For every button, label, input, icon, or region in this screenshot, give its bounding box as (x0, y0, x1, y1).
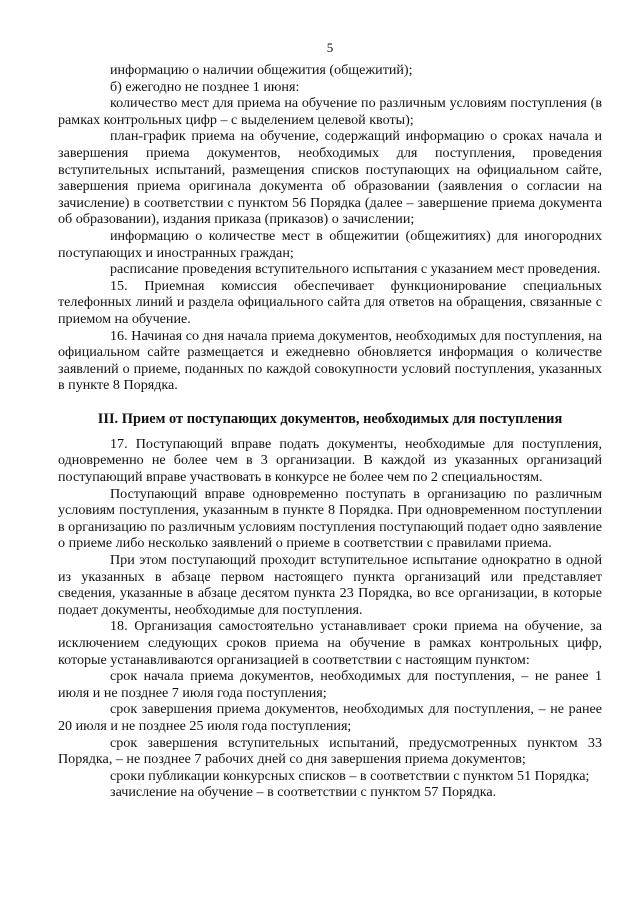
paragraph-clause-18: 18. Организация самостоятельно устанавливает сроки приема на обучение, за исключением следующих сроков приема на обучение в рамках контрольных цифр, которые устанавливаются организацией в соответствии с настоящим пунктом: (58, 618, 602, 668)
paragraph-clause-16: 16. Начиная со дня начала приема документов, необходимых для поступления, на официальном сайте размещается и ежедневно обновляется информация о количестве заявлений о приеме, поданных по каждой совокупности условий поступления, указанных в пункте 8 Порядка. (58, 327, 602, 394)
page-number: 5 (326, 40, 334, 55)
section-after (58, 436, 602, 801)
section-before (58, 62, 602, 394)
paragraph-single-exam: При этом поступающий проходит вступительное испытание однократно в одной из указанных в абзаце первом настоящего пункта организаций или представляет сведения, указанные в абзаце десятом пункта 23 Порядка, во все организации, в которые подает документы, необходимые для поступления. (58, 552, 602, 618)
paragraph-different-conditions: Поступающий вправе одновременно поступать в организацию по различным условиям поступления, указанным в пункте 8 Порядка. При одновременном поступлении в организацию по различным условиям поступления поступающий подает одно заявление о приеме либо несколько заявлений о приеме в соответствии с правилами приема. (58, 485, 602, 552)
paragraph-lists-publication: сроки публикации конкурсных списков – в соответствии с пунктом 51 Порядка; (110, 767, 590, 784)
paragraph-enrollment: зачисление на обучение – в соответствии с пунктом 57 Порядка. (110, 784, 497, 801)
paragraph-places-count: количество мест для приема на обучение по различным условиям поступления (в рамках контрольных цифр – с выделением целевой квоты); (58, 95, 602, 128)
paragraph-schedule-plan: план-график приема на обучение, содержащий информацию о сроках начала и завершения приема документов, необходимых для поступления, проведения вступительных испытаний, размещения списков поступающих на официальном сайте, завершения приема оригинала документа об образовании (заявления о согласии на зачисление) в соответствии с пунктом 56 Порядка (далее – завершение приема документа об образовании), издания приказа (приказов) о зачислении; (58, 128, 602, 228)
paragraph-clause-17: 17. Поступающий вправе подать документы, необходимые для поступления, одновременно не более чем в 3 организации. В каждой из указанных организаций поступающий вправе участвовать в конкурсе не более чем по 2 специальностям. (58, 435, 602, 486)
paragraph-item-b: б) ежегодно не позднее 1 июня: (110, 78, 300, 95)
paragraph-dormitory-info: информацию о наличии общежития (общежитий); (110, 62, 413, 78)
section-heading: III. Прием от поступающих документов, необходимых для поступления (97, 410, 563, 427)
paragraph-exams-deadline: срок завершения вступительных испытаний, предусмотренных пунктом 33 Порядка, – не позднее 7 рабочих дней со дня завершения приема документов; (58, 734, 602, 768)
paragraph-exam-schedule: расписание проведения вступительного испытания с указанием мест проведения. (110, 261, 601, 278)
paragraph-end-deadline: срок завершения приема документов, необходимых для поступления, – не ранее 20 июля и не позднее 25 июля года поступления; (58, 701, 602, 734)
paragraph-start-deadline: срок начала приема документов, необходимых для поступления, – не ранее 1 июля и не позднее 7 июля года поступления; (58, 668, 602, 701)
paragraph-clause-15: 15. Приемная комиссия обеспечивает функционирование специальных телефонных линий и раздела официального сайта для ответов на обращения, связанные с приемом на обучение. (58, 277, 602, 327)
paragraph-dormitory-places: информацию о количестве мест в общежитии (общежитиях) для иногородних поступающих и иностранных граждан; (58, 227, 602, 261)
